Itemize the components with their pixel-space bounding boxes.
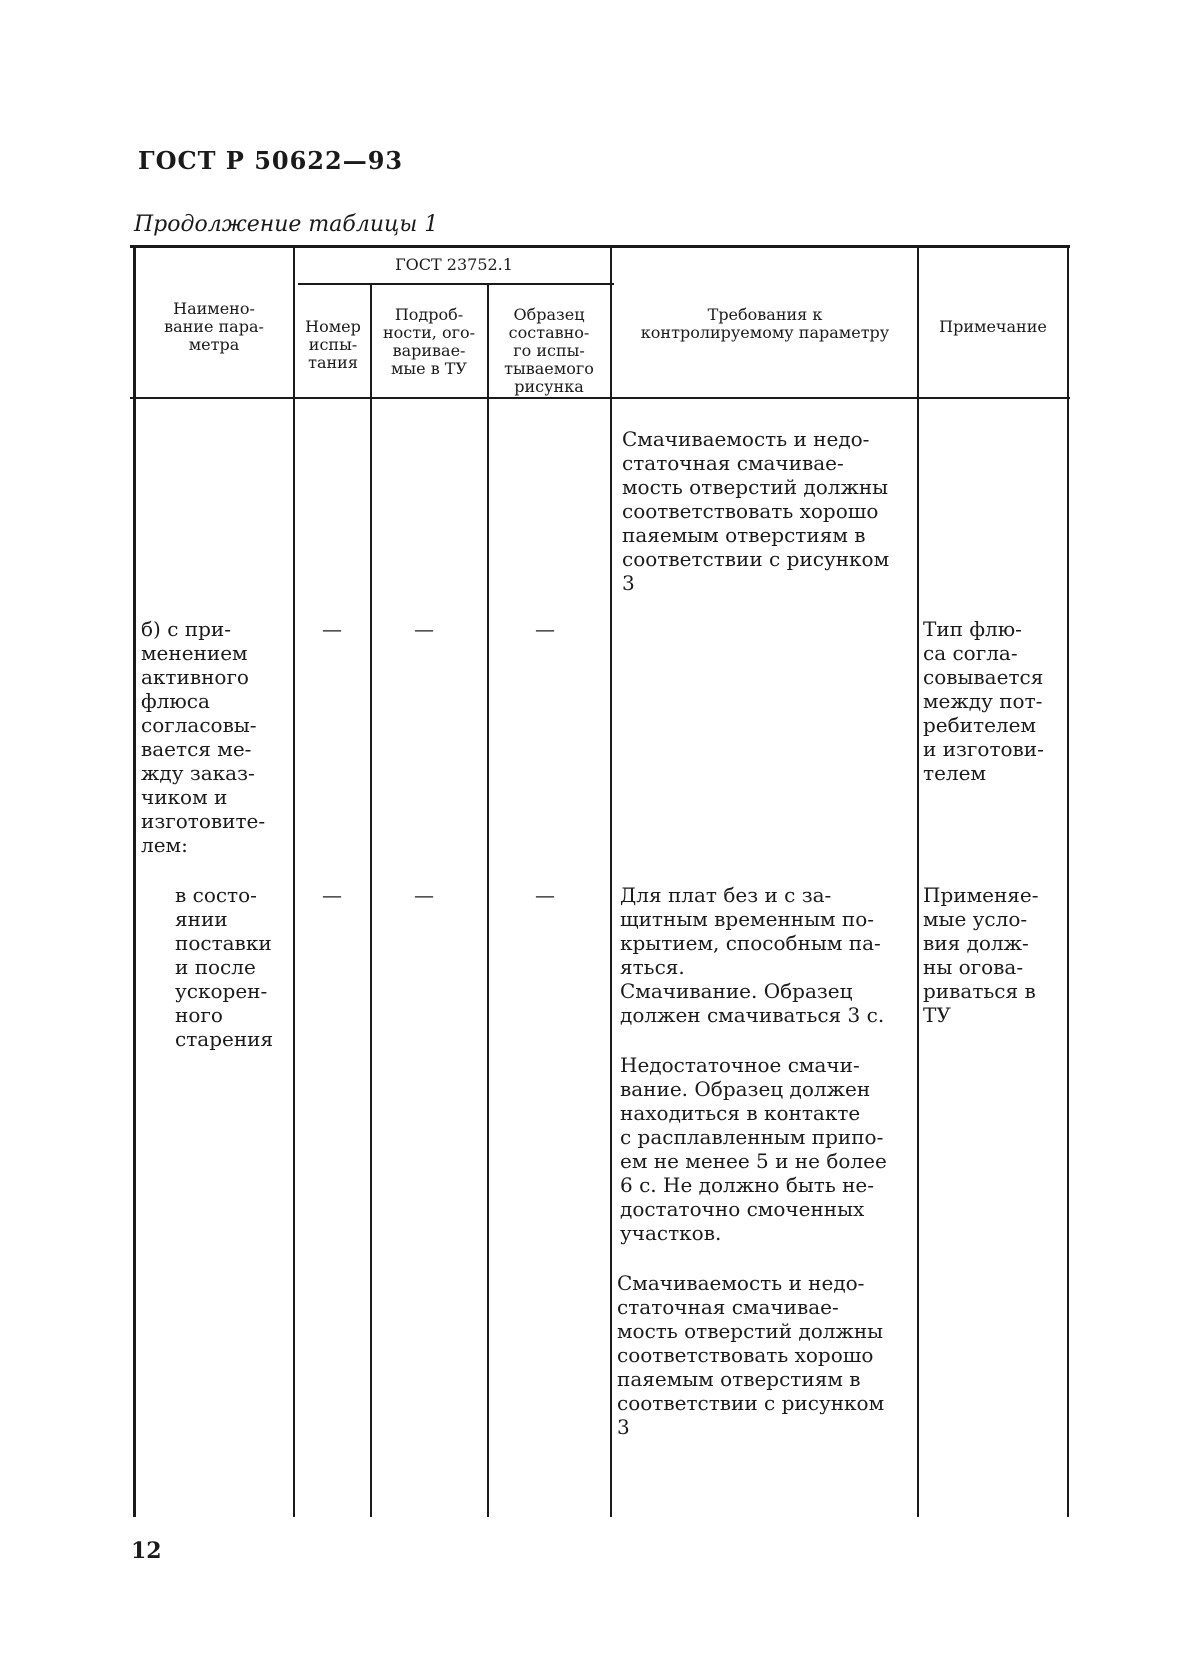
- row3-sample: —: [535, 883, 555, 907]
- row2-sample: —: [535, 617, 555, 641]
- table-top-border: [130, 245, 1070, 248]
- table-left-border: [133, 247, 136, 1517]
- row2-test-number: —: [322, 617, 342, 641]
- table-caption: Продолжение таблицы 1: [134, 212, 439, 237]
- document-title: ГОСТ Р 50622—93: [138, 146, 404, 175]
- col-divider-details: [487, 284, 489, 1517]
- header-requirements: Требования к контролируемому параметру: [640, 305, 890, 342]
- header-details: Подроб- ности, ого- вариваe- мые в ТУ: [383, 305, 475, 378]
- row3-requirements-4: Смачиваемость и недо- статочная смачивае- мость отверстий должны соответствовать хорошо паяемым отверстиям в соответствии с рисунком 3: [617, 1271, 885, 1439]
- col-divider-sample: [610, 247, 612, 1517]
- col-divider-test-number: [370, 284, 372, 1517]
- row3-note: Применяе- мые усло- вия долж- ны огова- риваться в ТУ: [923, 883, 1039, 1027]
- header-sample: Образец составно- го испы- тываемого рисунка: [504, 306, 594, 396]
- row2-details: —: [414, 617, 434, 641]
- row3-requirements-3: Недостаточное смачи- вание. Образец должен находиться в контакте с расплавленным припо- ем не менее 5 и не более 6 с. Не должно быть не- достаточно смоченных участков.: [620, 1053, 887, 1245]
- page-number: 12: [131, 1538, 162, 1564]
- row3-name: в состо- янии поставки и после ускорен- ного старения: [175, 883, 274, 1051]
- col-divider-requirements: [917, 247, 919, 1517]
- row2-name: б) с при- менением активного флюса согласовы- вается ме- жду заказ- чиком и изготовите- лем:: [141, 617, 266, 857]
- header-gost-group: ГОСТ 23752.1: [395, 255, 513, 274]
- row3-requirements-2: Смачивание. Образец должен смачиваться 3 с.: [620, 979, 885, 1027]
- row3-details: —: [414, 883, 434, 907]
- table-right-border: [1067, 247, 1069, 1517]
- header-name: Наимено- вание пара- метра: [164, 299, 264, 354]
- gost-group-divider: [298, 283, 614, 285]
- row2-note: Тип флю- са согла- совывается между пот- ребителем и изготови- телем: [923, 617, 1044, 785]
- header-note: Примечание: [939, 317, 1047, 336]
- header-bottom-border: [130, 397, 1070, 399]
- row1-requirements: Смачиваемость и недо- статочная смачивае- мость отверстий должны соответствовать хорошо паяемым отверстиям в соответствии с рисунком 3: [622, 427, 890, 595]
- header-test-number: Номер испы- тания: [305, 317, 361, 372]
- col-divider-name: [293, 247, 295, 1517]
- row3-requirements-1: Для плат без и с за- щитным временным по- крытием, способным па- яться.: [620, 883, 881, 979]
- row3-test-number: —: [322, 883, 342, 907]
